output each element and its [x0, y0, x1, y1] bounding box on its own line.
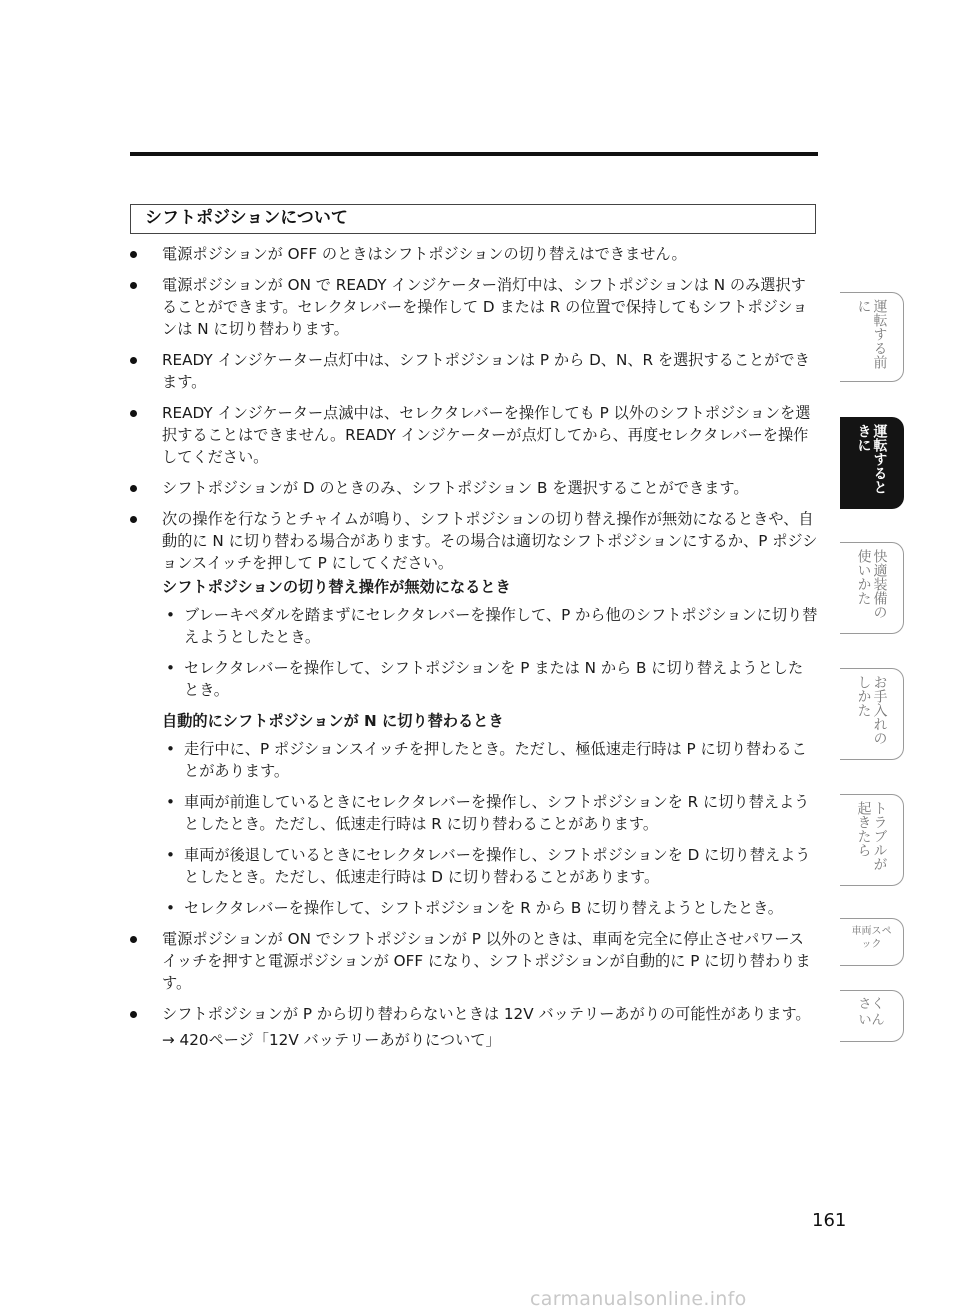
bullet-dot [130, 516, 137, 523]
list-item: READY インジケーター点滅中は、セレクタレバーを操作しても P 以外のシフトポジションを選択することはできません。READY インジケーターが点灯してから、再度セレクタレバーを操作してください。 [128, 402, 818, 468]
tab-troubleshooting[interactable]: トラブルが起きたら [840, 794, 904, 886]
subsection-heading: シフトポジションの切り替え操作が無効になるとき [162, 578, 511, 596]
bullet-dot [130, 357, 137, 364]
page-reference-link[interactable]: → 420ページ「12V バッテリーあがりについて」 [162, 1031, 501, 1049]
sub-item: • セレクタレバーを操作して、シフトポジションを P または N から B に切り替えようとしたとき。 [166, 659, 804, 699]
subsection-heading: 自動的にシフトポジションが N に切り替わるとき [162, 712, 504, 730]
tab-vehicle-specs[interactable]: 車両スペック [840, 918, 904, 966]
bullet-dot [130, 410, 137, 417]
bullet-dot [130, 485, 137, 492]
bullet-dot [130, 936, 137, 943]
tab-maintenance[interactable]: お手入れのしかた [840, 668, 904, 760]
content [128, 243, 818, 1060]
list-item: READY インジケーター点灯中は、シフトポジションは P から D、N、R を選択することができます。 [128, 349, 818, 393]
sub-item: • 走行中に、P ポジションスイッチを押したとき。ただし、極低速走行時は P に切り替わることがあります。 [166, 740, 807, 780]
bullet-dot [130, 1011, 137, 1018]
tab-comfort-features[interactable]: 快適装備の使いかた [840, 542, 904, 634]
list-item: シフトポジションが P から切り替わらないときは 12V バッテリーあがりの可能性があります。 → 420ページ「12V バッテリーあがりについて」 [128, 1003, 818, 1051]
top-rule [130, 152, 818, 156]
section-heading: シフトポジションについて [130, 204, 816, 234]
list-item: 電源ポジションが OFF のときはシフトポジションの切り替えはできません。 [128, 243, 818, 265]
tab-before-driving[interactable]: 運転する前に [840, 292, 904, 382]
tab-while-driving[interactable]: 運転するときに [840, 417, 904, 509]
list-item: 電源ポジションが ON で READY インジケーター消灯中は、シフトポジションは N のみ選択することができます。セレクタレバーを操作して D または R の位置で保持してもシフトポジションは N に切り替わります。 [128, 274, 818, 340]
sub-item: • 車両が後退しているときにセレクタレバーを操作し、シフトポジションを D に切り替えようとしたとき。ただし、低速走行時は D に切り替わることがあります。 [166, 846, 811, 886]
watermark: carmanualsonline.info [530, 1288, 747, 1310]
bullet-dot [130, 251, 137, 258]
page-number: 161 [812, 1210, 847, 1231]
sub-item: • セレクタレバーを操作して、シフトポジションを R から B に切り替えようとしたとき。 [166, 899, 783, 917]
list-item: 次の操作を行なうとチャイムが鳴り、シフトポジションの切り替え操作が無効になるときや、自動的に N に切り替わる場合があります。その場合は適切なシフトポジションにするか、P ポジションスイッチを押して P にしてください。 シフトポジションの切り替え操作が無効になるとき • ブレーキペダルを踏まずにセレクタレバーを操作して、P から他のシフトポジションに切り替えようとしたとき。 • セレクタレバーを操作して、シフトポジションを P または N から B に切り替えようとしたとき。 自動的にシフトポジションが N に切り替わるとき • 走行中に、P ポジションスイッチを押したとき。ただし、極低速走行時は P に切り替わることがあります。 • 車両が前進しているときにセレクタレバーを操作し、シフトポジションを R に切り替えようとしたとき。ただし、低速走行時は R に切り替わることがあります。 • 車両が後退しているときにセレクタレバーを操作し、シフトポジションを D に切り替えようとしたとき。ただし、低速走行時は D に切り替わることがあります。 • セレクタレバーを操作して、シフトポジションを R から B に切り替えようとしたとき。 [128, 508, 818, 919]
bullet-dot [130, 282, 137, 289]
sub-item: • ブレーキペダルを踏まずにセレクタレバーを操作して、P から他のシフトポジションに切り替えようとしたとき。 [166, 606, 818, 646]
list-item: 電源ポジションが ON でシフトポジションが P 以外のときは、車両を完全に停止させパワースイッチを押すと電源ポジションが OFF になり、シフトポジションが自動的に P に切り替わります。 [128, 928, 818, 994]
sub-item: • 車両が前進しているときにセレクタレバーを操作し、シフトポジションを R に切り替えようとしたとき。ただし、低速走行時は R に切り替わることがあります。 [166, 793, 810, 833]
list-item: シフトポジションが D のときのみ、シフトポジション B を選択することができます。 [128, 477, 818, 499]
tab-index[interactable]: さくいん [840, 990, 904, 1042]
